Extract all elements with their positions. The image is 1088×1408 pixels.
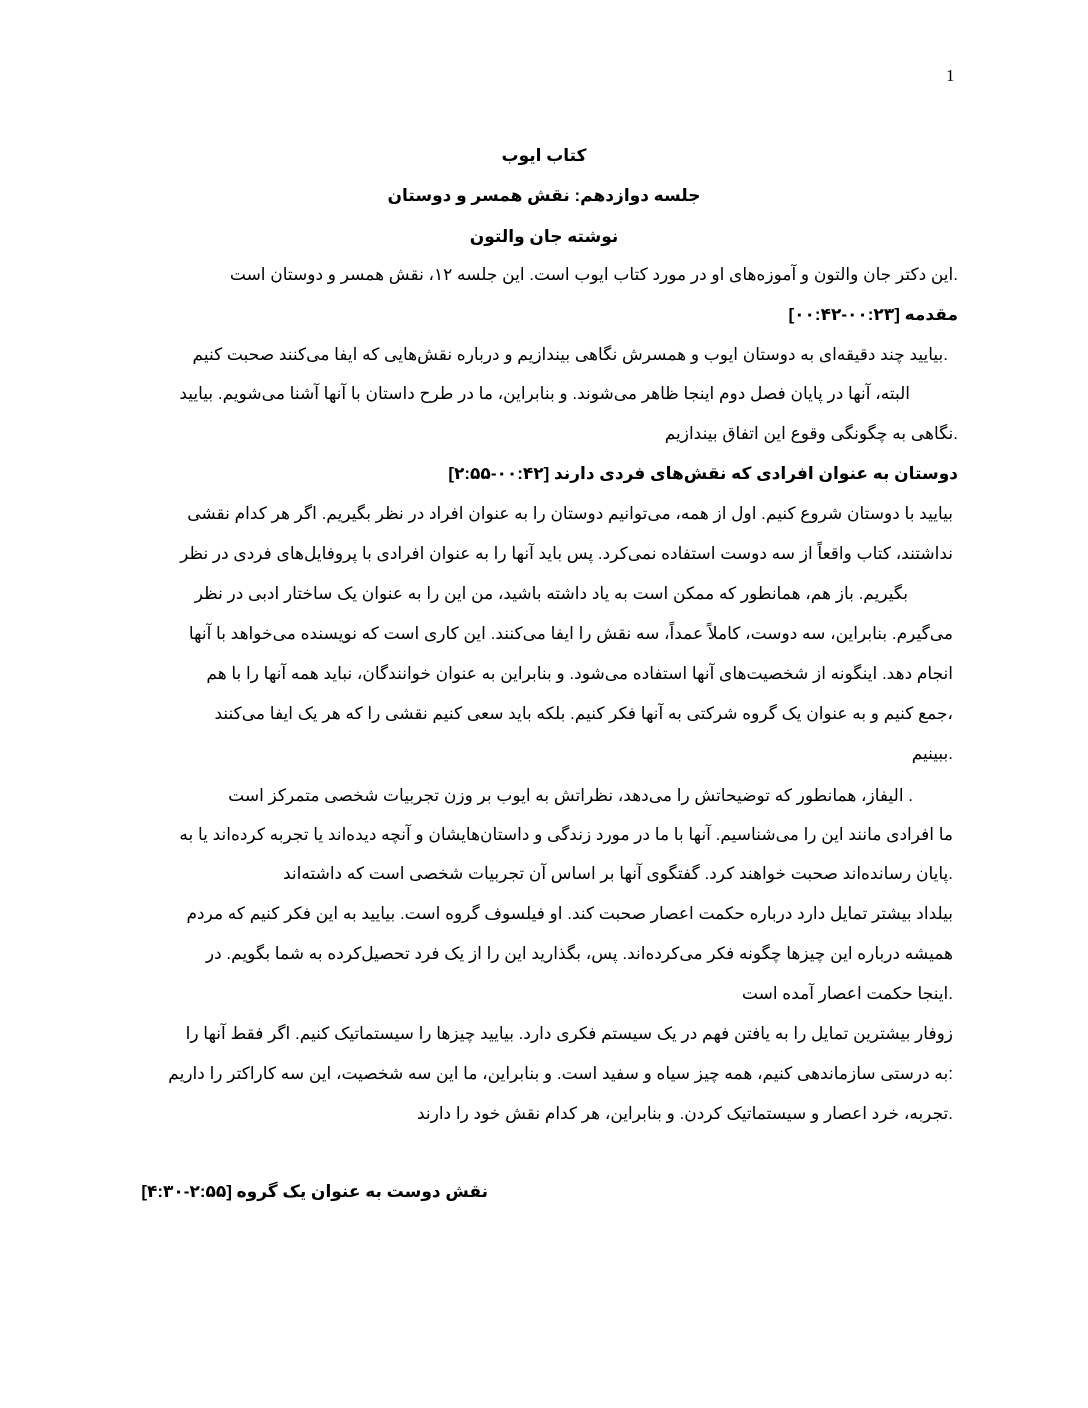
paragraph-line: .ببینیم [911,744,953,763]
paragraph-line: .بیایید چند دقیقه‌ای به دوستان ایوب و همسرش نگاهی بیندازیم و درباره نقش‌هایی که ایفا می‌کنند صحبت کنیم [192,345,948,364]
paragraph-line: بیلداد بیشتر تمایل دارد درباره حکمت اعصار صحبت کند. او فیلسوف گروه است. بیایید به این فکر کنیم که مردم [186,904,953,923]
paragraph-line: :به درستی سازماندهی کنیم، همه چیز سیاه و سفید است. و بنابراین، ما این سه شخصیت، این سه کاراکتر را داریم [168,1064,953,1083]
book-title: کتاب ایوب [501,146,587,165]
paragraph-line: .نگاهی به چگونگی وقوع این اتفاق بیندازیم [664,424,958,443]
paragraph-line: . الیفاز، همانطور که توضیحاتش را می‌دهد، نظراتش به ایوب بر وزن تجربیات شخصی متمرکز است [228,786,913,805]
paragraph-line: .تجربه، خرد اعصار و سیستماتیک کردن. و بنابراین، هر کدام نقش خود را دارند [416,1104,953,1123]
paragraph-line: ،جمع کنیم و به عنوان یک گروه شرکتی به آنها فکر کنیم. بلکه باید سعی کنیم نقشی را که هر یک ایفا می‌کنند [214,704,953,723]
paragraph-line: انجام دهد. اینگونه از شخصیت‌های آنها استفاده می‌شود. و بنابراین به عنوان خوانندگان، نباید همه آنها را با هم [206,664,953,683]
paragraph-line: ما افرادی مانند این را می‌شناسیم. آنها با ما در مورد زندگی و داستان‌هایشان و آنچه دیده‌اند یا تجربه کرده‌اند یا به [179,825,953,844]
paragraph-line: نداشتند، کتاب واقعاً از سه دوست استفاده نمی‌کرد. پس باید آنها را به عنوان افرادی با پروفایل‌های فردی در نظر [180,544,953,563]
paragraph-line: بیایید با دوستان شروع کنیم. اول از همه، می‌توانیم دوستان را به عنوان افراد در نظر بگیریم. اگر هر کدام نقشی [187,504,953,523]
section-heading-intro: مقدمه [۰۰:۲۳-۰۰:۴۲] [788,305,958,324]
paragraph-line: می‌گیرم. بنابراین، سه دوست، کاملاً عمداً، سه نقش را ایفا می‌کنند. این کاری است که نویسنده می‌خواهد با آنها [188,624,953,643]
intro-line: .این دکتر جان والتون و آموزه‌های او در مورد کتاب ایوب است. این جلسه ۱۲، نقش همسر و دوستان است [229,265,958,284]
paragraph-line: .اینجا حکمت اعصار آمده است [741,984,953,1003]
section-heading-friends-group: نقش دوست به عنوان یک گروه [۲:۵۵-۴:۳۰] [141,1182,488,1201]
paragraph-line: البته، آنها در پایان فصل دوم اینجا ظاهر می‌شوند. و بنابراین، ما در طرح داستان با آنها آشنا می‌شویم. بیایید [179,384,910,403]
author-line: نوشته جان والتون [469,227,619,246]
page-number: 1 [946,66,955,85]
paragraph-line: همیشه درباره این چیزها چگونه فکر می‌کرده‌اند. پس، بگذارید این را از یک فرد تحصیل‌کرده به شما بگویم. در [205,944,953,963]
paragraph-line: زوفار بیشترین تمایل را به یافتن فهم در یک سیستم فکری دارد. بیایید چیزها را سیستماتیک کنیم. اگر فقط آنها را [185,1024,953,1043]
paragraph-line: .پایان رسانده‌اند صحبت خواهند کرد. گفتگوی آنها بر اساس آن تجربیات شخصی است که داشته‌اند [282,864,953,883]
session-title: جلسه دوازدهم: نقش همسر و دوستان [387,186,701,205]
section-heading-friends-individuals: دوستان به عنوان افرادی که نقش‌های فردی دارند [۰۰:۴۲-۲:۵۵] [448,464,958,483]
paragraph-line: بگیریم. باز هم، همانطور که ممکن است به یاد داشته باشید، من این را به عنوان یک ساختار ادبی در نظر [194,584,908,603]
